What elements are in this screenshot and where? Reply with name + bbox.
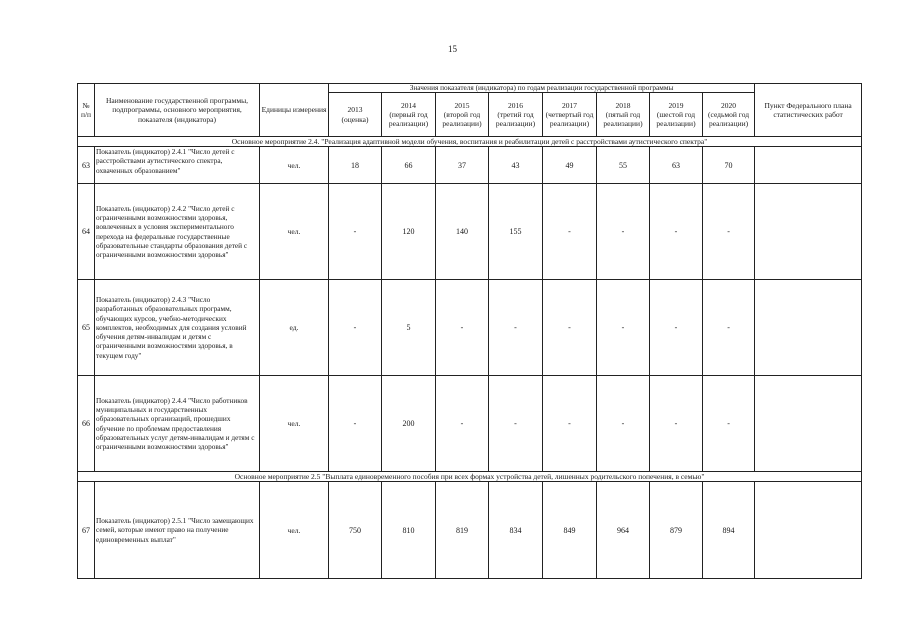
fed-plan-cell <box>755 184 862 280</box>
header-year-2017 <box>543 93 597 137</box>
value-2018: - <box>597 280 650 376</box>
value-2017: - <box>543 184 597 280</box>
value-2015: - <box>436 280 489 376</box>
header-fed <box>755 84 862 137</box>
value-2019: - <box>650 184 703 280</box>
year-2014-text: 2014 (первый год реализации) <box>388 100 429 129</box>
value-2013: - <box>329 376 382 472</box>
year-2013-text: 2013 (оценка) <box>341 105 369 124</box>
fed-plan-cell <box>755 482 862 579</box>
header-year-2020 <box>703 93 755 137</box>
row-number: 65 <box>78 280 95 376</box>
value-2020: - <box>703 184 755 280</box>
year-2016-text: 2016 (третий год реализации) <box>495 100 536 129</box>
value-2014: 66 <box>382 147 436 184</box>
header-num-text: № п/п <box>80 100 92 119</box>
fed-plan-cell <box>755 147 862 184</box>
header-values-group <box>329 84 755 93</box>
value-2014: 810 <box>382 482 436 579</box>
header-num <box>78 84 95 137</box>
value-2019: - <box>650 376 703 472</box>
row-number: 66 <box>78 376 95 472</box>
value-2017: - <box>543 376 597 472</box>
value-2016: 834 <box>489 482 543 579</box>
value-2014: 120 <box>382 184 436 280</box>
value-2016: 155 <box>489 184 543 280</box>
value-2020: 894 <box>703 482 755 579</box>
indicator-name: Показатель (индикатор) 2.4.4 "Число работников муниципальных и государственных образовательных организаций, прошедших обучение по проблемам предоставления образовательных услуг детям-инвалидам и детям с ограниченными возможностями здоровья" <box>95 376 260 472</box>
value-2015: 819 <box>436 482 489 579</box>
value-2019: 63 <box>650 147 703 184</box>
section-row <box>78 137 862 147</box>
header-year-2019 <box>650 93 703 137</box>
table-row <box>78 280 862 376</box>
header-year-2016 <box>489 93 543 137</box>
value-2016: 43 <box>489 147 543 184</box>
table-row <box>78 482 862 579</box>
value-2019: - <box>650 280 703 376</box>
value-2014: 200 <box>382 376 436 472</box>
table-row <box>78 376 862 472</box>
header-values-group-text: Значения показателя (индикатора) по годам реализации государственной программы <box>409 83 674 92</box>
year-2019-text: 2019 (шестой год реализации) <box>656 100 696 129</box>
indicator-name: Показатель (индикатор) 2.4.2 "Число детей с ограниченными возможностями здоровья, вовлеченных в условия экспериментального перехода на федеральные государственные образовательные стандарты образования детей с ограниченными возможностями здоровья" <box>95 184 260 280</box>
fed-plan-cell <box>755 280 862 376</box>
row-number: 63 <box>78 147 95 184</box>
header-year-2015 <box>436 93 489 137</box>
value-2013: - <box>329 184 382 280</box>
value-2019: 879 <box>650 482 703 579</box>
year-2015-text: 2015 (второй год реализации) <box>442 100 482 129</box>
indicator-name: Показатель (индикатор) 2.5.1 "Число замещающих семей, которые имеют право на получение единовременных выплат" <box>95 482 260 579</box>
value-2018: 55 <box>597 147 650 184</box>
value-2020: - <box>703 280 755 376</box>
header-year-2014 <box>382 93 436 137</box>
unit-cell: чел. <box>260 482 329 579</box>
unit-cell: ед. <box>260 280 329 376</box>
value-2018: 964 <box>597 482 650 579</box>
fed-plan-cell <box>755 376 862 472</box>
indicator-name: Показатель (индикатор) 2.4.3 "Число разработанных образовательных программ, обучающих курсов, учебно-методических комплектов, необходимых для создания условий обучения детям-инвалидам и детям с ограниченными возможностями здоровья, в текущем году" <box>95 280 260 376</box>
value-2017: 49 <box>543 147 597 184</box>
unit-cell: чел. <box>260 376 329 472</box>
year-2018-text: 2018 (пятый год реализации) <box>603 100 643 129</box>
table-row <box>78 147 862 184</box>
value-2020: 70 <box>703 147 755 184</box>
section-title: Основное мероприятие 2.4. "Реализация адаптивной модели обучения, воспитания и реабилитации детей с расстройствами аутистического спектра" <box>78 137 862 147</box>
value-2013: - <box>329 280 382 376</box>
year-2017-text: 2017 (четвертый год реализации) <box>545 100 594 129</box>
header-fed-text: Пункт Федерального плана статистических работ <box>764 100 852 119</box>
value-2016: - <box>489 280 543 376</box>
header-year-2018 <box>597 93 650 137</box>
value-2016: - <box>489 376 543 472</box>
value-2013: 750 <box>329 482 382 579</box>
value-2013: 18 <box>329 147 382 184</box>
value-2015: 140 <box>436 184 489 280</box>
value-2017: - <box>543 280 597 376</box>
value-2015: - <box>436 376 489 472</box>
indicators-table <box>77 83 862 579</box>
header-year-2013 <box>329 93 382 137</box>
header-name <box>95 84 260 137</box>
value-2018: - <box>597 184 650 280</box>
year-2020-text: 2020 (седьмой год реализации) <box>708 100 750 129</box>
unit-cell: чел. <box>260 147 329 184</box>
value-2017: 849 <box>543 482 597 579</box>
indicator-name: Показатель (индикатор) 2.4.1 "Число детей с расстройствами аутистического спектра, охваченных образованием" <box>95 147 260 184</box>
value-2020: - <box>703 376 755 472</box>
header-unit-text: Единицы измерения <box>261 105 327 115</box>
unit-cell: чел. <box>260 184 329 280</box>
section-title: Основное мероприятие 2.5 "Выплата единовременного пособия при всех формах устройства детей, лишенных родительского попечения, в семью" <box>78 472 862 482</box>
header-name-text: Наименование государственной программы, подпрограммы, основного мероприятия, показателя (индикатора) <box>105 96 248 124</box>
row-number: 64 <box>78 184 95 280</box>
page-number: 15 <box>448 44 457 54</box>
value-2014: 5 <box>382 280 436 376</box>
row-number: 67 <box>78 482 95 579</box>
value-2018: - <box>597 376 650 472</box>
header-unit <box>260 84 329 137</box>
section-row <box>78 472 862 482</box>
value-2015: 37 <box>436 147 489 184</box>
table-row <box>78 184 862 280</box>
